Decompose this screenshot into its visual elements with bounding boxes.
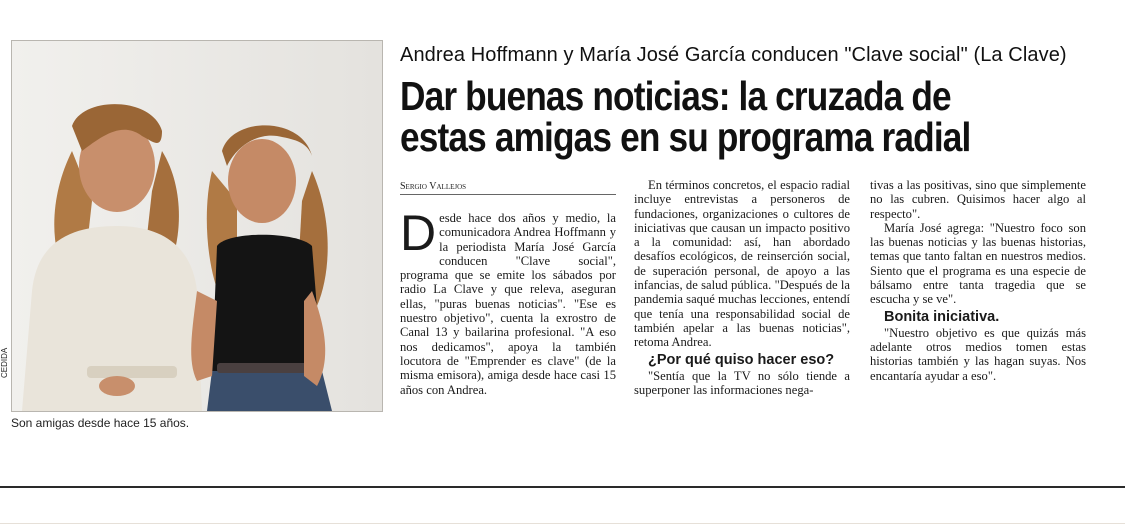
paragraph: "Nuestro objetivo es que quizás más adelante otros medios tomen estas historias también y las hagan suyas. Nos encantaría ayudar a eso". [870, 325, 1086, 383]
article-column-2 [634, 178, 850, 397]
subheading: ¿Por qué quiso hacer eso? [648, 351, 835, 368]
paragraph: tivas a las positivas, sino que simplemente no las cubren. Quisimos hacer algo al respecto". [870, 178, 1086, 221]
page-divider [0, 486, 1125, 488]
paragraph: "Sentía que la TV no sólo tiende a superponer las informaciones nega- [634, 368, 850, 397]
subheading: Bonita iniciativa. [884, 308, 1000, 325]
article-photo [11, 40, 383, 412]
article-column-1 [400, 205, 616, 397]
photo-caption: Son amigas desde hace 15 años. [11, 416, 190, 430]
article-byline: Sergio Vallejos [400, 181, 616, 195]
paragraph: María José agrega: "Nuestro foco son las buenas noticias y las buenas historias, temas que tanto faltan en nuestros medios. Siento que el programa es una especie de bálsamo entre tanta tragedia que se escucha y se ve". [870, 220, 1086, 307]
drop-cap: D [400, 205, 437, 261]
page-divider-secondary [0, 523, 1125, 524]
article-headline: Dar buenas noticias: la cruzada de estas amigas en su programa radial [400, 73, 971, 160]
face-right [228, 139, 296, 223]
paragraph: esde hace dos años y medio, la comunicadora Andrea Hoffmann y la periodista María José García conducen "Clave social", programa que se emite los sábados por radio La Clave y que releva, aseguran ellas, "puras buenas noticias". "Ese es nuestro objetivo", cuenta la exrostro de Canal 13 y bailarina profesional. "A eso nos dedicamos", apoya la también locutora de "Emprender es clave" (de la misma emisora), amiga desde hace casi 15 años con Andrea. [400, 211, 616, 397]
article-kicker: Andrea Hoffmann y María José García conducen "Clave social" (La Clave) [400, 44, 1067, 66]
photo-credit: CEDIDA [0, 347, 9, 378]
paragraph: En términos concretos, el espacio radial incluye entrevistas a personeros de fundaciones, organizaciones o cultores de iniciativas que causan un impacto positivo a la comunidad: así, han abordado desafíos ecológicos, de reinserción social, de superación personal, de apoyo a las infancias, de salud pública. "Después de la pandemia saqué muchas lecciones, entendí que tenía una responsabilidad social de también apelar a las buenas noticias", retoma Andrea. [634, 178, 850, 350]
photo-illustration [12, 41, 382, 411]
article-column-3 [870, 178, 1086, 383]
